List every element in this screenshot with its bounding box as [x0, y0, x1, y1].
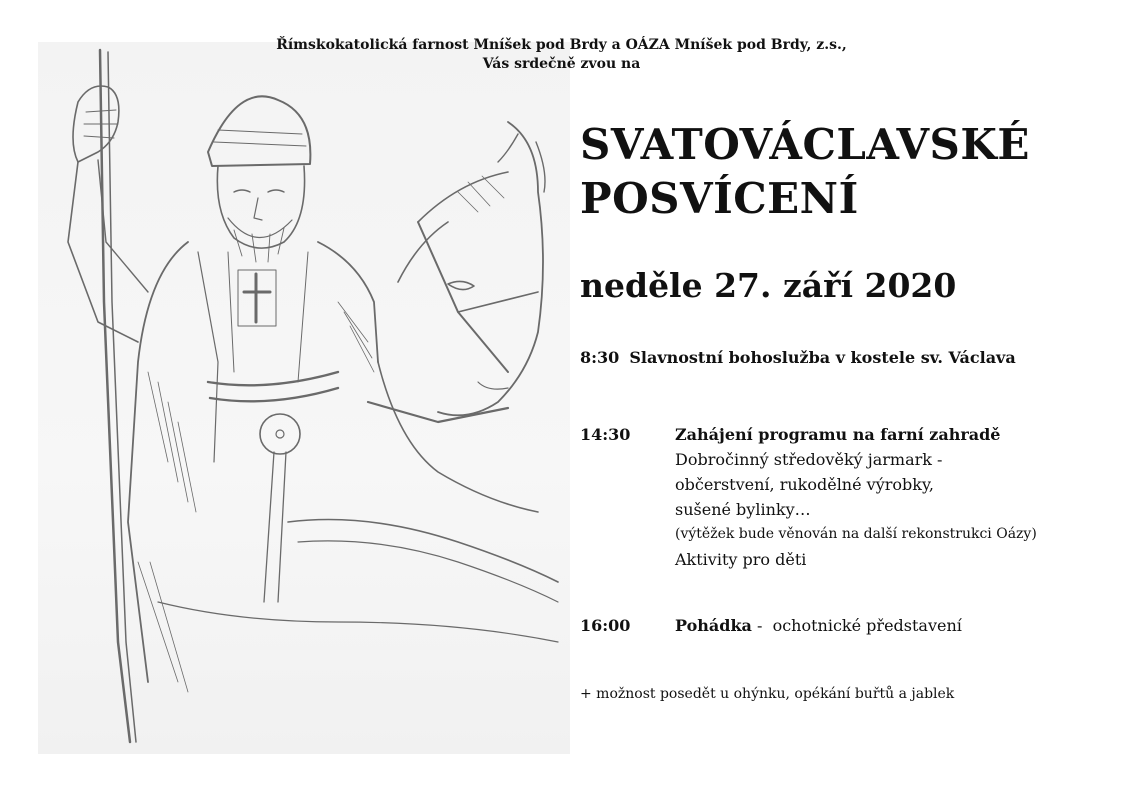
title-line-1: SVATOVÁCLAVSKÉ	[580, 120, 1030, 169]
schedule-time: 16:00	[580, 616, 631, 635]
schedule-line: občerstvení, rukodělné výrobky,	[675, 475, 934, 494]
proceeds-note: (výtěžek bude věnován na další rekonstrukci Oázy)	[675, 526, 1037, 542]
organizers-line: Římskokatolická farnost Mníšek pod Brdy a OÁZA Mníšek pod Brdy, z.s.,	[276, 37, 847, 53]
st-wenceslas-illustration	[38, 42, 570, 754]
invitation-line: Vás srdečně zvou na	[482, 56, 641, 72]
invitation-header	[0, 36, 1123, 74]
event-title	[580, 118, 1030, 226]
extra-note: + možnost posedět u ohýnku, opékání buřtů a jablek	[580, 686, 955, 702]
title-line-2: POSVÍCENÍ	[580, 174, 859, 223]
schedule-line: Aktivity pro děti	[675, 550, 807, 569]
schedule-item-mass	[580, 348, 1016, 367]
schedule-time: 8:30	[580, 348, 620, 367]
schedule-time: 14:30	[580, 425, 631, 444]
schedule-text: - ochotnické představení	[751, 616, 962, 635]
schedule-line: sušené bylinky…	[675, 500, 811, 519]
event-date: neděle 27. září 2020	[580, 266, 957, 305]
schedule-heading: Pohádka	[675, 616, 752, 635]
schedule-line: Dobročinný středověký jarmark -	[675, 450, 943, 469]
schedule-text: Slavnostní bohoslužba v kostele sv. Václava	[629, 348, 1016, 367]
schedule-heading: Zahájení programu na farní zahradě	[675, 425, 1001, 444]
